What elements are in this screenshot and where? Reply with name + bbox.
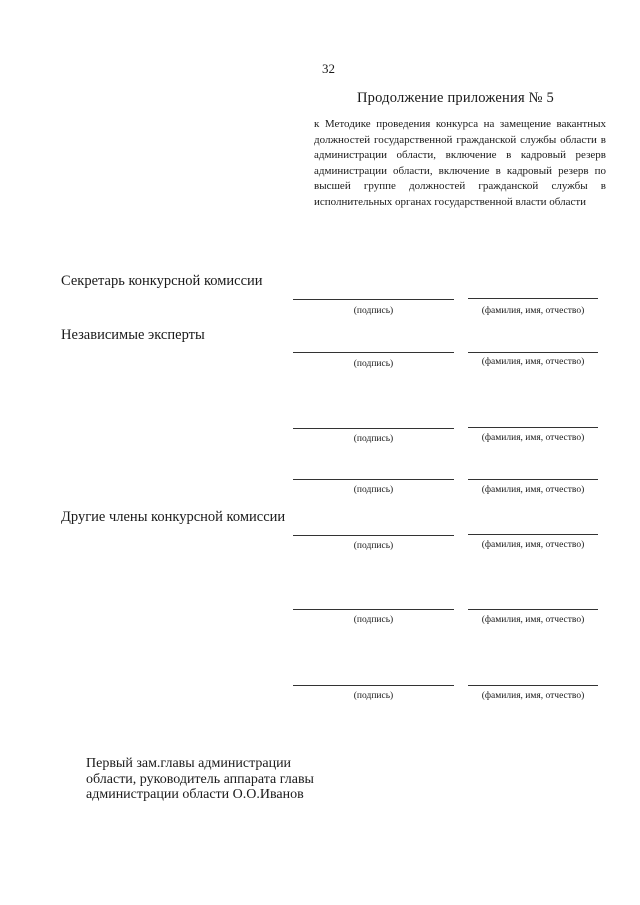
full-name-caption: (фамилия, имя, отчество)	[481, 306, 585, 316]
full-name-caption: (фамилия, имя, отчество)	[481, 485, 585, 495]
signature-caption: (подпись)	[353, 359, 394, 369]
appendix-title: Продолжение приложения № 5	[357, 90, 554, 106]
signature-line	[293, 609, 454, 610]
signature-line	[293, 428, 454, 429]
experts-label: Независимые эксперты	[61, 327, 205, 343]
signature-caption: (подпись)	[353, 541, 394, 551]
page-number: 32	[322, 61, 335, 76]
full-name-caption: (фамилия, имя, отчество)	[481, 615, 585, 625]
signatory-block	[86, 756, 314, 803]
signature-caption: (подпись)	[353, 434, 394, 444]
full-name-caption: (фамилия, имя, отчество)	[481, 357, 585, 367]
full-name-line	[468, 427, 598, 428]
signatory-line-2: области, руководитель аппарата главы	[86, 771, 314, 787]
full-name-line	[468, 479, 598, 480]
signatory-line-3: администрации области О.О.Иванов	[86, 787, 304, 802]
signature-line	[293, 299, 454, 300]
signature-line	[293, 479, 454, 480]
other-members-label: Другие члены конкурсной комиссии	[61, 509, 286, 525]
signature-caption: (подпись)	[353, 306, 394, 316]
full-name-caption: (фамилия, имя, отчество)	[481, 540, 585, 550]
secretary-label: Секретарь конкурсной комиссии	[61, 273, 263, 289]
signature-caption: (подпись)	[353, 485, 394, 495]
full-name-line	[468, 685, 598, 686]
full-name-caption: (фамилия, имя, отчество)	[481, 433, 585, 443]
full-name-line	[468, 352, 598, 353]
signature-caption: (подпись)	[353, 691, 394, 701]
full-name-line	[468, 609, 598, 610]
signature-line	[293, 535, 454, 536]
full-name-line	[468, 534, 598, 535]
signature-line	[293, 685, 454, 686]
signature-line	[293, 352, 454, 353]
full-name-line	[468, 298, 598, 299]
appendix-reference: к Методике проведения конкурса на замещение вакантных должностей государственной гражданской службы области в администрации области, включение в кадровый резерв администрации области, включение в кадровый резерв по высшей группе должностей гражданской службы в исполнительных органах государственной власти области	[314, 118, 606, 208]
signature-caption: (подпись)	[353, 615, 394, 625]
signatory-line-1: Первый зам.главы администрации	[86, 756, 292, 771]
full-name-caption: (фамилия, имя, отчество)	[481, 691, 585, 701]
